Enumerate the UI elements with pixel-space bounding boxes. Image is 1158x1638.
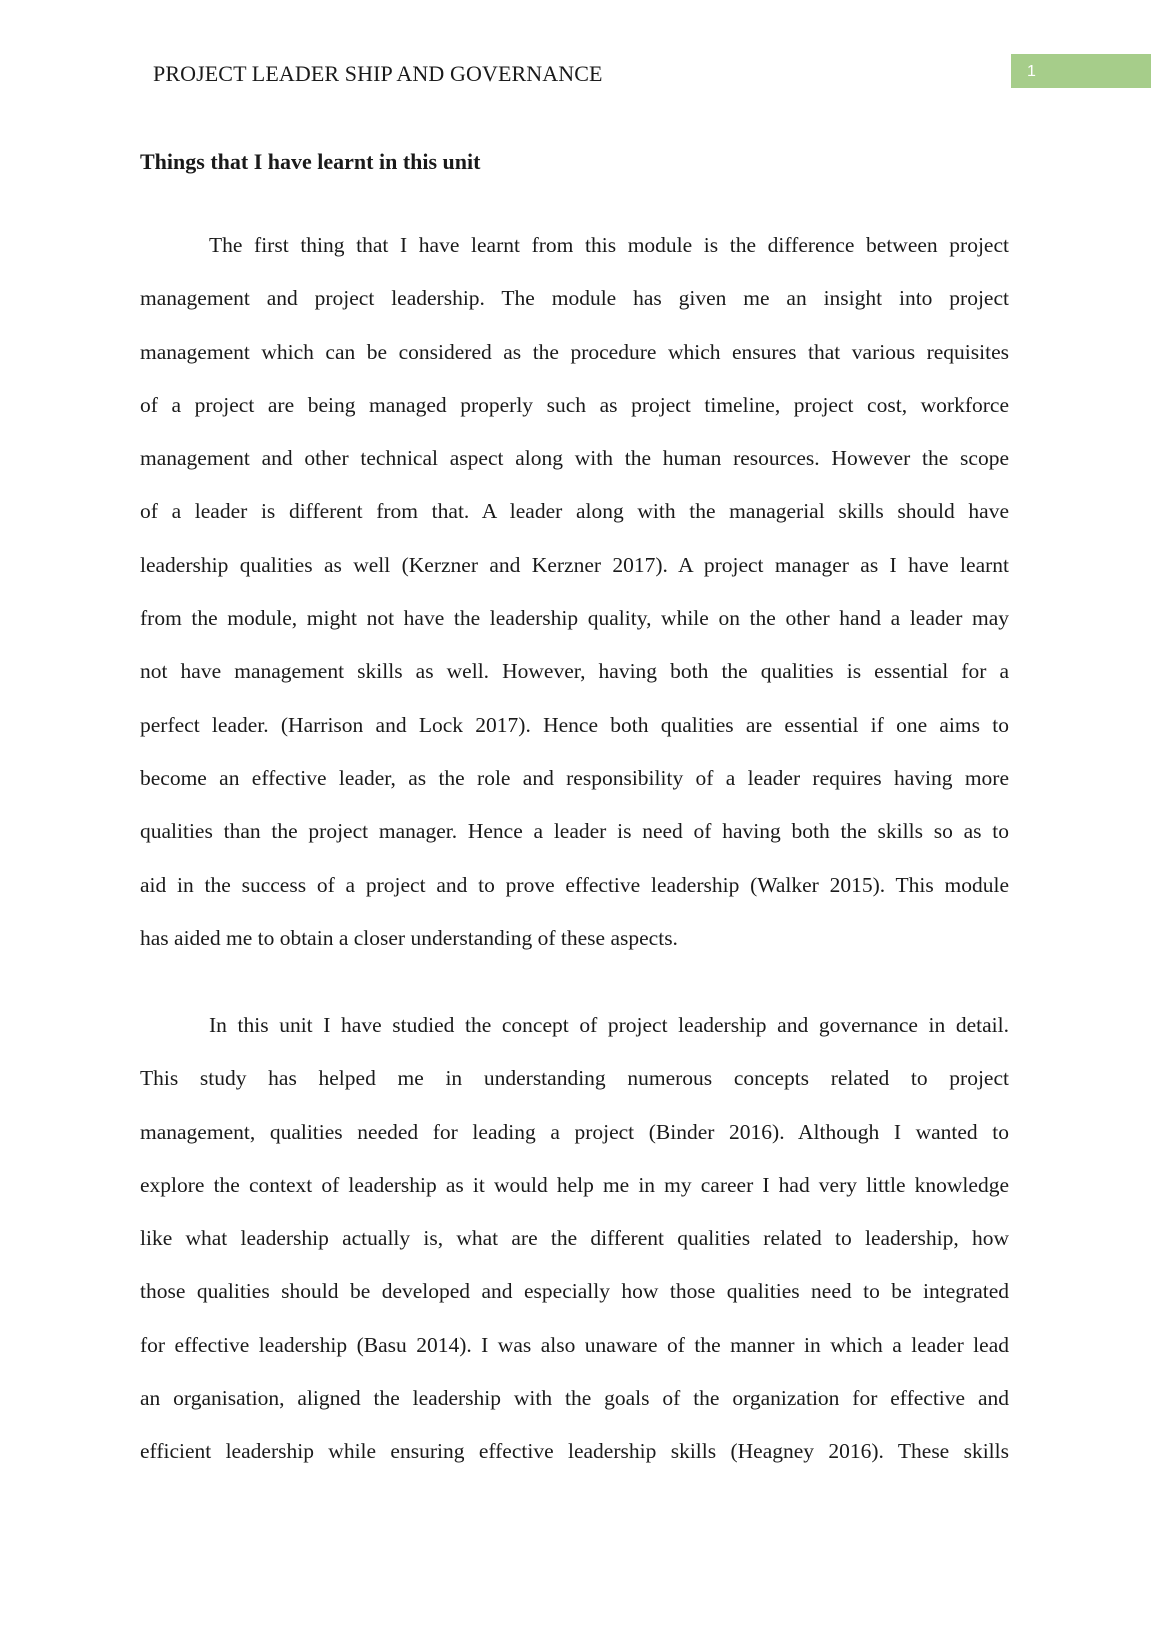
text-line: of a project are being managed properly such as project timeline, project cost, workforce (140, 392, 1009, 417)
text-line: qualities than the project manager. Hence a leader is need of having both the skills so as to (140, 819, 1009, 844)
text-line: aid in the success of a project and to prove effective leadership (Walker 2015). This module (140, 872, 1009, 897)
text-line: management, qualities needed for leading a project (Binder 2016). Although I wanted to (140, 1119, 1009, 1144)
text-line: management and other technical aspect along with the human resources. However the scope (140, 446, 1009, 471)
text-line: perfect leader. (Harrison and Lock 2017). Hence both qualities are essential if one aims to (140, 712, 1009, 737)
text-line: those qualities should be developed and especially how those qualities need to be integrated (140, 1279, 1009, 1304)
text-line: become an effective leader, as the role and responsibility of a leader requires having more (140, 765, 1009, 790)
text-line: not have management skills as well. However, having both the qualities is essential for a (140, 659, 1009, 684)
running-head: PROJECT LEADER SHIP AND GOVERNANCE (153, 61, 603, 86)
page-number-box (1011, 54, 1151, 88)
text-line: The first thing that I have learnt from this module is the difference between project (209, 233, 1009, 257)
text-line: an organisation, aligned the leadership with the goals of the organization for effective and (140, 1386, 1009, 1411)
text-line: has aided me to obtain a closer understanding of these aspects. (140, 925, 678, 950)
page-number: 1 (1027, 63, 1036, 80)
paragraph-2 (140, 999, 1009, 1479)
text-line: management and project leadership. The module has given me an insight into project (140, 286, 1009, 311)
section-heading: Things that I have learnt in this unit (140, 149, 481, 174)
text-line: explore the context of leadership as it would help me in my career I had very little knowledge (140, 1172, 1009, 1197)
text-line: efficient leadership while ensuring effective leadership skills (Heagney 2016). These skills (140, 1439, 1009, 1464)
text-line: of a leader is different from that. A leader along with the managerial skills should have (140, 499, 1009, 524)
text-line: from the module, might not have the leadership quality, while on the other hand a leader may (140, 606, 1009, 631)
text-line: for effective leadership (Basu 2014). I was also unaware of the manner in which a leader lead (140, 1332, 1009, 1357)
text-line: management which can be considered as the procedure which ensures that various requisites (140, 339, 1009, 364)
text-line: This study has helped me in understanding numerous concepts related to project (140, 1066, 1009, 1091)
text-line: like what leadership actually is, what are the different qualities related to leadership, how (140, 1226, 1009, 1251)
text-line: leadership qualities as well (Kerzner and Kerzner 2017). A project manager as I have learnt (140, 552, 1009, 577)
text-line: In this unit I have studied the concept of project leadership and governance in detail. (209, 1013, 1009, 1037)
paragraph-1 (140, 219, 1009, 965)
